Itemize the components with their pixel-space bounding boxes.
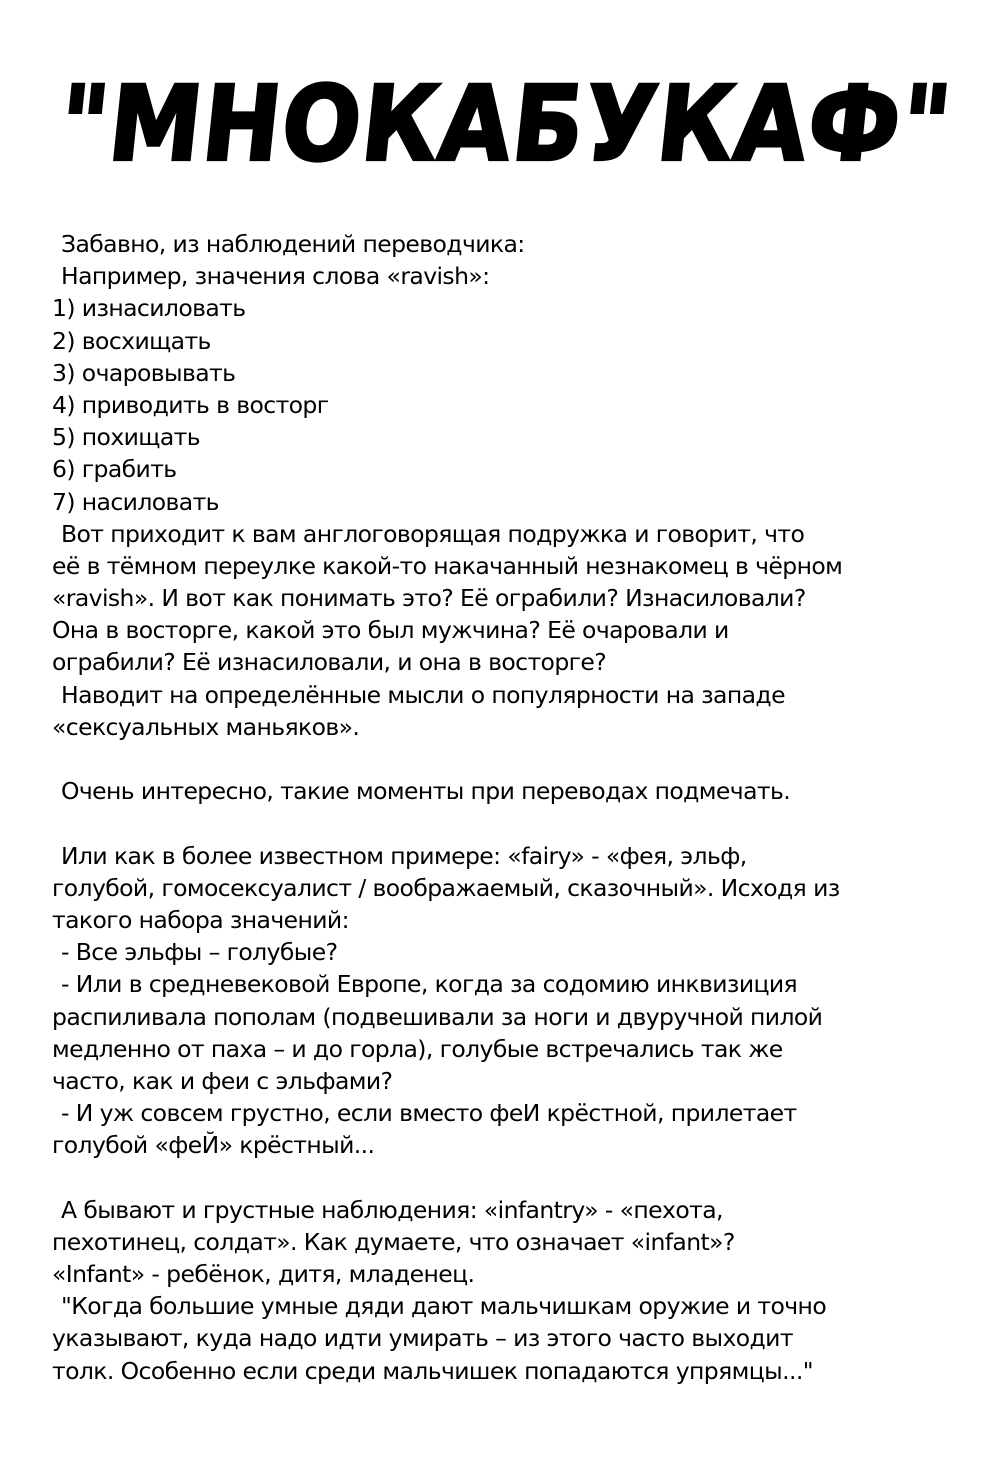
interesting-paragraph bbox=[52, 775, 932, 807]
text-line: голубой «феЙ» крёстный... bbox=[52, 1131, 375, 1160]
spacer bbox=[52, 1161, 932, 1193]
text-line: «Infant» - ребёнок, дитя, младенец. bbox=[52, 1260, 475, 1288]
text-line: Она в восторге, какой это был мужчина? Её очаровали и bbox=[52, 616, 729, 645]
text-line: «ravish». И вот как понимать это? Её ограбили? Изнасиловали? bbox=[52, 584, 806, 613]
ravish-meanings-list bbox=[52, 292, 932, 517]
text-line: - Все эльфы – голубые? bbox=[61, 938, 338, 967]
text-line: Забавно, из наблюдений переводчика: bbox=[61, 230, 525, 258]
text-line: медленно от паха – и до горла), голубые встречались так же bbox=[52, 1034, 783, 1063]
text-line: - И уж совсем грустно, если вместо феИ крёстной, прилетает bbox=[61, 1099, 797, 1128]
text-line: её в тёмном переулке какой-то накачанный незнакомец в чёрном bbox=[52, 551, 843, 580]
list-item: 3) очаровывать bbox=[52, 358, 236, 387]
ravish-story-paragraph bbox=[52, 518, 932, 743]
page-title: "МНОКАБУКАФ" bbox=[53, 64, 959, 185]
list-item: 1) изнасиловать bbox=[52, 294, 246, 323]
text-line: Наводит на определённые мысли о популярности на западе bbox=[61, 680, 785, 709]
list-item: 5) похищать bbox=[52, 423, 200, 452]
text-line: Вот приходит к вам англоговорящая подружка и говорит, что bbox=[61, 519, 805, 548]
text-line: распиливала пополам (подвешивали за ноги и двуручной пилой bbox=[52, 1002, 823, 1031]
fairy-paragraph bbox=[52, 840, 932, 1162]
text-line: указывают, куда надо идти умирать – из этого часто выходит bbox=[52, 1324, 793, 1353]
text-line: - Или в средневековой Европе, когда за содомию инквизиция bbox=[61, 970, 798, 999]
infantry-paragraph bbox=[52, 1194, 932, 1387]
intro-paragraph bbox=[52, 228, 932, 292]
text-line: часто, как и феи с эльфами? bbox=[52, 1066, 393, 1095]
text-line: «сексуальных маньяков». bbox=[52, 712, 360, 741]
translator-note bbox=[52, 228, 932, 1387]
text-line: голубой, гомосексуалист / воображаемый, сказочный». Исходя из bbox=[52, 873, 840, 902]
list-item: 6) грабить bbox=[52, 455, 177, 484]
list-item: 4) приводить в восторг bbox=[52, 390, 329, 419]
spacer bbox=[52, 807, 932, 839]
text-line: ограбили? Её изнасиловали, и она в восторге? bbox=[52, 648, 607, 677]
text-line: пехотинец, солдат». Как думаете, что означает «infant»? bbox=[52, 1227, 735, 1256]
text-line: Очень интересно, такие моменты при переводах подмечать. bbox=[61, 777, 791, 806]
list-item: 7) насиловать bbox=[52, 487, 219, 516]
text-line: Например, значения слова «ravish»: bbox=[61, 262, 490, 291]
spacer bbox=[52, 743, 932, 775]
text-line: толк. Особенно если среди мальчишек попадаются упрямцы..." bbox=[52, 1356, 813, 1385]
text-line: Или как в более известном примере: «fairy» - «фея, эльф, bbox=[61, 841, 747, 870]
text-line: "Когда большие умные дяди дают мальчишкам оружие и точно bbox=[61, 1292, 827, 1321]
list-item: 2) восхищать bbox=[52, 326, 211, 355]
text-line: такого набора значений: bbox=[52, 905, 349, 934]
text-line: А бывают и грустные наблюдения: «infantry» - «пехота, bbox=[61, 1195, 723, 1224]
